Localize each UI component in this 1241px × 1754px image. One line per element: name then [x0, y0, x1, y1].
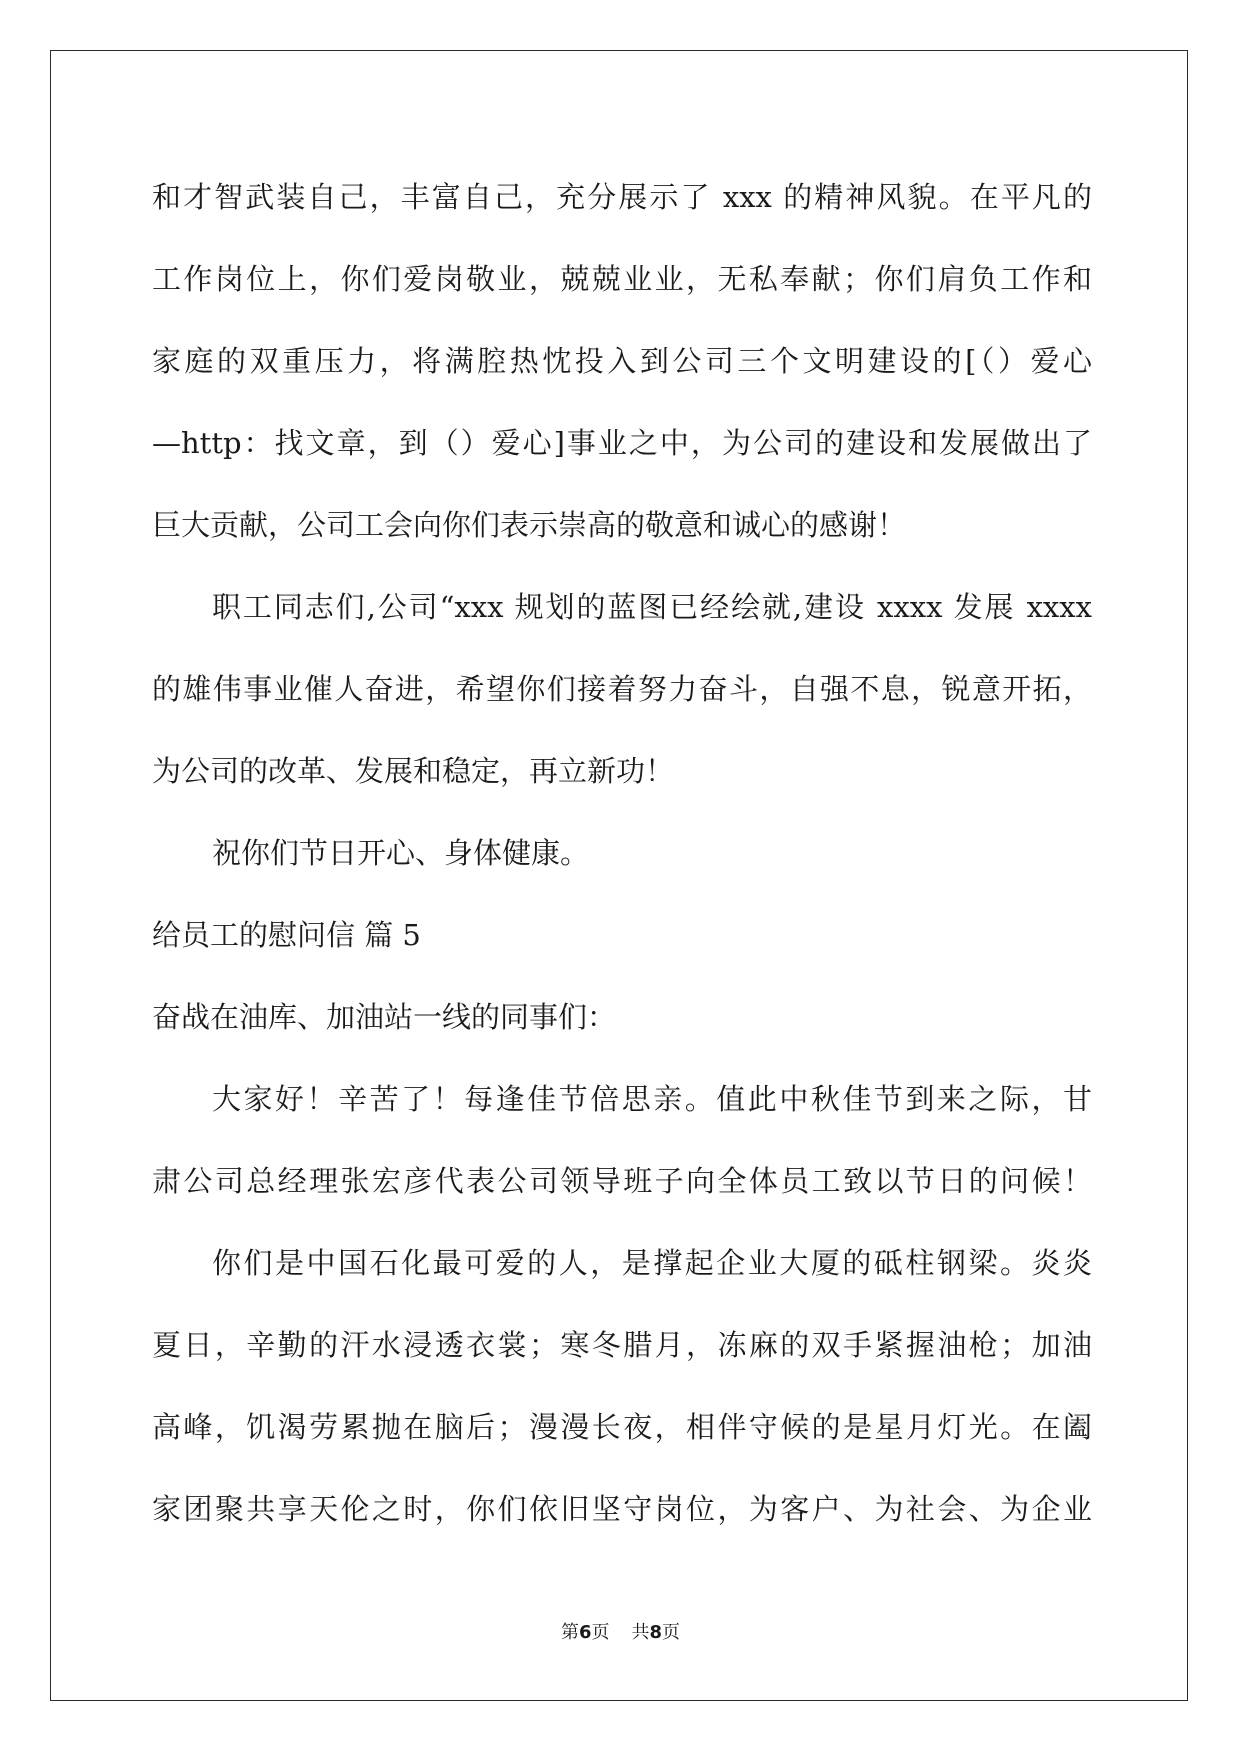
text-line: —http：找文章，到（）爱心]事业之中，为公司的建设和发展做出了: [152, 426, 1092, 460]
text-line: 夏日，辛勤的汗水浸透衣裳；寒冬腊月，冻麻的双手紧握油枪；加油: [152, 1328, 1092, 1362]
total-prefix: 共: [631, 1622, 650, 1643]
total-suffix: 页: [662, 1622, 681, 1643]
page-prefix: 第: [560, 1622, 579, 1643]
section-heading: 给员工的慰问信 篇 5: [152, 918, 421, 952]
document-body: [152, 156, 1092, 1550]
text-line: 巨大贡献，公司工会向你们表示崇高的敬意和诚心的感谢！: [152, 508, 907, 542]
total-pages: 8: [649, 1622, 663, 1643]
text-line: 祝你们节日开心、身体健康。: [212, 836, 590, 870]
text-line: 家庭的双重压力，将满腔热忱投入到公司三个文明建设的[（）爱心: [152, 344, 1092, 378]
text-line: 高峰，饥渴劳累抛在脑后；漫漫长夜，相伴守候的是星月灯光。在阖: [152, 1410, 1092, 1444]
text-line: 工作岗位上，你们爱岗敬业，兢兢业业，无私奉献；你们肩负工作和: [152, 262, 1092, 296]
text-line: 为公司的改革、发展和稳定，再立新功！: [152, 754, 675, 788]
text-line: 家团聚共享天伦之时，你们依旧坚守岗位，为客户、为社会、为企业: [152, 1492, 1092, 1526]
text-line: 的雄伟事业催人奋进，希望你们接着努力奋斗，自强不息，锐意开拓，: [152, 672, 1092, 706]
text-line: 大家好！辛苦了！每逢佳节倍思亲。值此中秋佳节到来之际，甘: [212, 1082, 1092, 1116]
text-line: 肃公司总经理张宏彦代表公司领导班子向全体员工致以节日的问候！: [152, 1164, 1092, 1198]
page-suffix: 页: [591, 1622, 610, 1643]
page-footer: [0, 1618, 1241, 1644]
text-line: 职工同志们,公司“xxx 规划的蓝图已经绘就,建设 xxxx 发展 xxxx: [212, 590, 1092, 624]
salutation: 奋战在油库、加油站一线的同事们：: [152, 1000, 617, 1034]
text-line: 和才智武装自己，丰富自己，充分展示了 xxx 的精神风貌。在平凡的: [152, 180, 1092, 214]
page-number: 6: [578, 1622, 592, 1643]
text-line: 你们是中国石化最可爱的人，是撑起企业大厦的砥柱钢梁。炎炎: [212, 1246, 1092, 1280]
